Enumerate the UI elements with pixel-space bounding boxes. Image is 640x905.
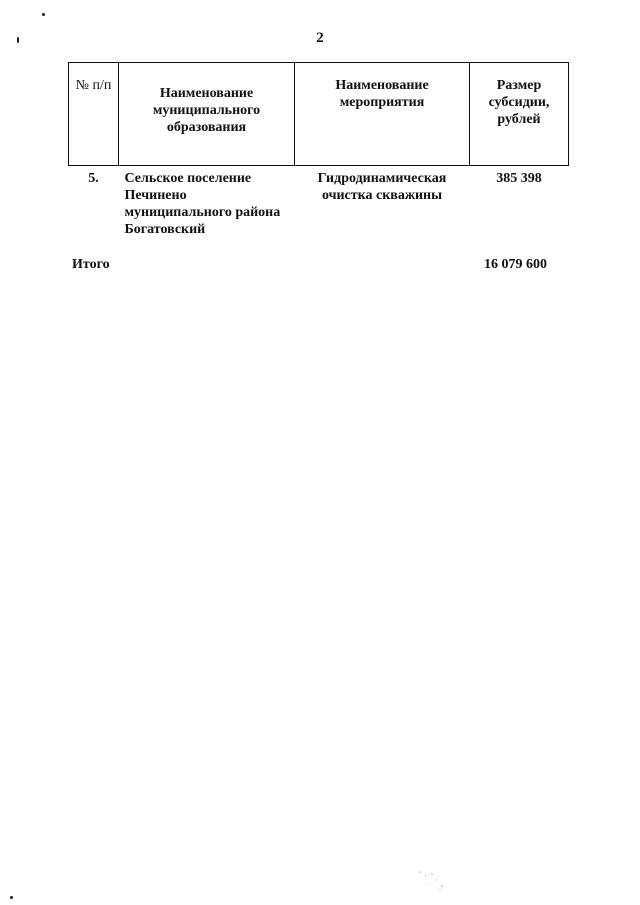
subsidy-table: [68, 62, 569, 238]
header-number: № п/п: [69, 63, 119, 166]
row-amount: 385 398: [496, 171, 542, 186]
page-number: 2: [316, 30, 324, 46]
total-value: 16 079 600: [484, 257, 547, 272]
scan-speck: [42, 13, 45, 16]
row-measure: Гидродинамическая очистка скважины: [317, 171, 447, 203]
row-municipality: Сельское поселение Печинено муниципального района Богатовский: [124, 171, 281, 237]
table-header-row: [69, 63, 569, 166]
table-row: [69, 166, 569, 239]
row-number: 5.: [88, 171, 99, 186]
total-label: Итого: [72, 257, 110, 272]
header-measure: Наименование мероприятия: [295, 63, 470, 166]
scan-noise: [412, 868, 448, 894]
header-municipality: Наименование муниципального образования: [119, 63, 295, 166]
scan-speck: [10, 896, 13, 899]
header-amount: Размер субсидии, рублей: [470, 63, 569, 166]
